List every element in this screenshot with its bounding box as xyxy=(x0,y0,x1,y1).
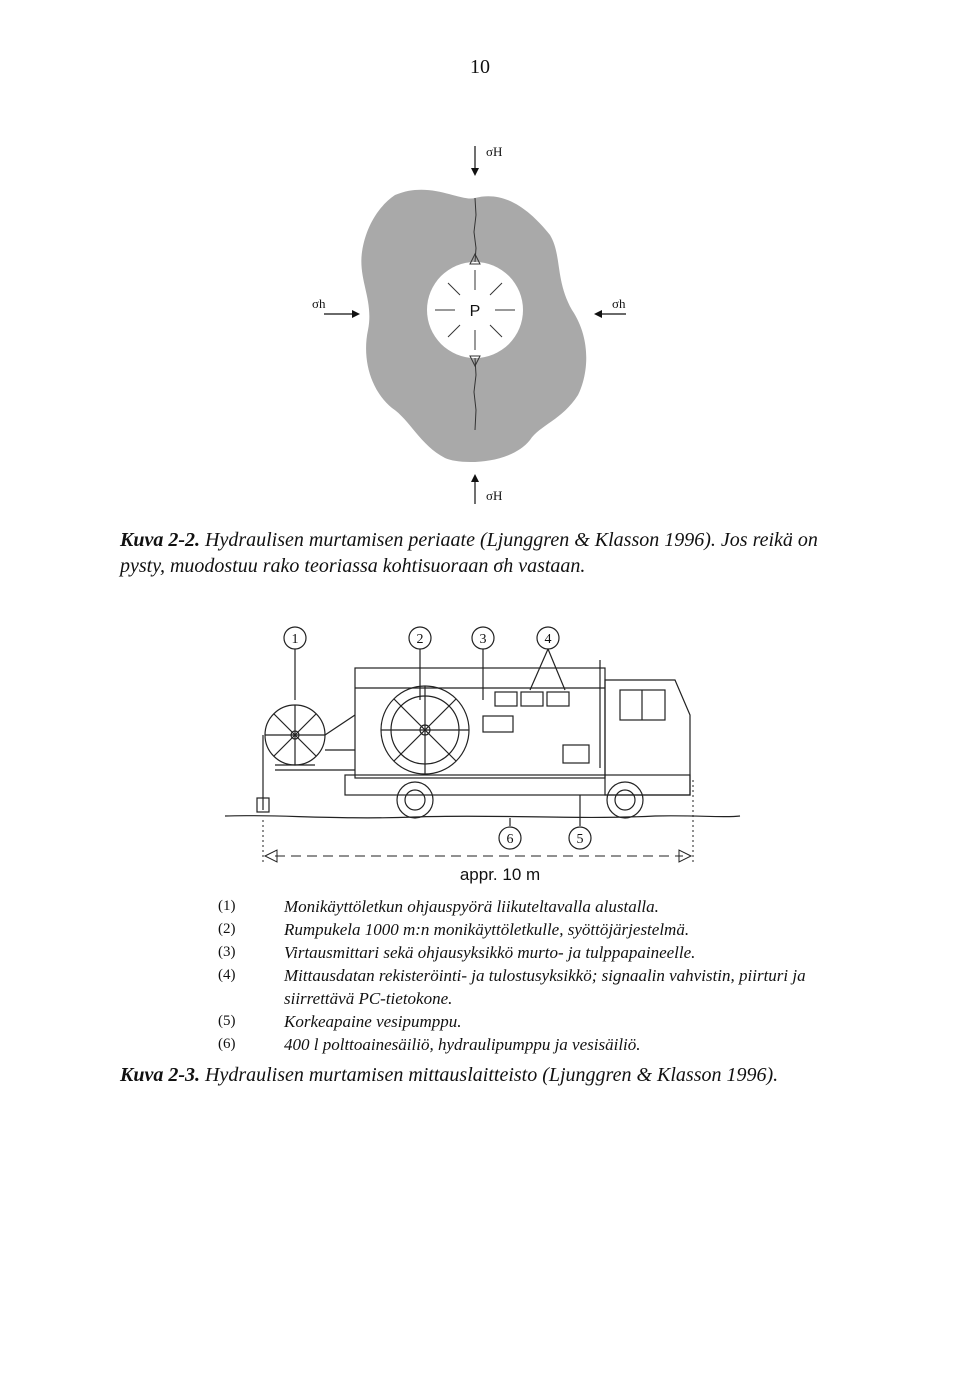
legend-item xyxy=(218,1010,838,1033)
sigma-h-left-label: σh xyxy=(312,296,326,311)
legend-number: (3) xyxy=(218,944,236,960)
callout-2: 2 xyxy=(416,632,424,647)
caption-label: Kuva 2-3. xyxy=(120,1064,200,1086)
sigma-H-bottom-label: σH xyxy=(486,488,503,503)
figure-2-3-legend xyxy=(218,895,838,1056)
legend-number: (5) xyxy=(218,1013,236,1029)
sigma-h-right-label: σh xyxy=(612,296,626,311)
figure-2-2-caption xyxy=(120,527,840,579)
hydraulic-fracturing-principle-diagram xyxy=(300,140,660,520)
callout-1: 1 xyxy=(291,632,299,647)
callout-4: 4 xyxy=(544,632,552,647)
figure-2-3-caption xyxy=(120,1062,840,1088)
dimension-label: appr. 10 m xyxy=(459,865,541,884)
callout-6: 6 xyxy=(506,832,514,847)
callout-3: 3 xyxy=(479,632,487,647)
callout-5: 5 xyxy=(576,832,584,847)
legend-text: Korkeapaine vesipumppu. xyxy=(284,1012,462,1031)
legend-text: Rumpukela 1000 m:n monikäyttöletkulle, syöttöjärjestelmä. xyxy=(284,920,690,939)
page-number: 10 xyxy=(470,56,490,78)
legend-text: Mittausdatan rekisteröinti- ja tulostusyksikkö; signaalin vahvistin, piirturi ja siirrettävä PC-tietokone. xyxy=(284,966,806,1008)
caption-text: Hydraulisen murtamisen periaate (Ljunggren & Klasson 1996). Jos reikä on pysty, muodostuu rako teoriassa kohtisuoraan σh vastaan. xyxy=(120,529,818,577)
legend-text: Monikäyttöletkun ohjauspyörä liikuteltavalla alustalla. xyxy=(284,897,659,916)
legend-number: (6) xyxy=(218,1036,236,1052)
legend-number: (2) xyxy=(218,921,236,937)
legend-item xyxy=(218,918,838,941)
sigma-H-top-label: σH xyxy=(486,144,503,159)
legend-number: (1) xyxy=(218,898,236,914)
legend-text: 400 l polttoainesäiliö, hydraulipumppu ja vesisäiliö. xyxy=(284,1035,641,1054)
pressure-label: P xyxy=(469,303,481,320)
caption-text: Hydraulisen murtamisen mittauslaitteisto (Ljunggren & Klasson 1996). xyxy=(205,1064,779,1086)
legend-item xyxy=(218,964,838,1010)
legend-item xyxy=(218,895,838,918)
legend-text: Virtausmittari sekä ohjausyksikkö murto- ja tulppapaineelle. xyxy=(284,943,696,962)
legend-item xyxy=(218,941,838,964)
legend-number: (4) xyxy=(218,967,236,983)
legend-item xyxy=(218,1033,838,1056)
measurement-truck-diagram xyxy=(215,620,745,890)
caption-label: Kuva 2-2. xyxy=(120,529,200,551)
